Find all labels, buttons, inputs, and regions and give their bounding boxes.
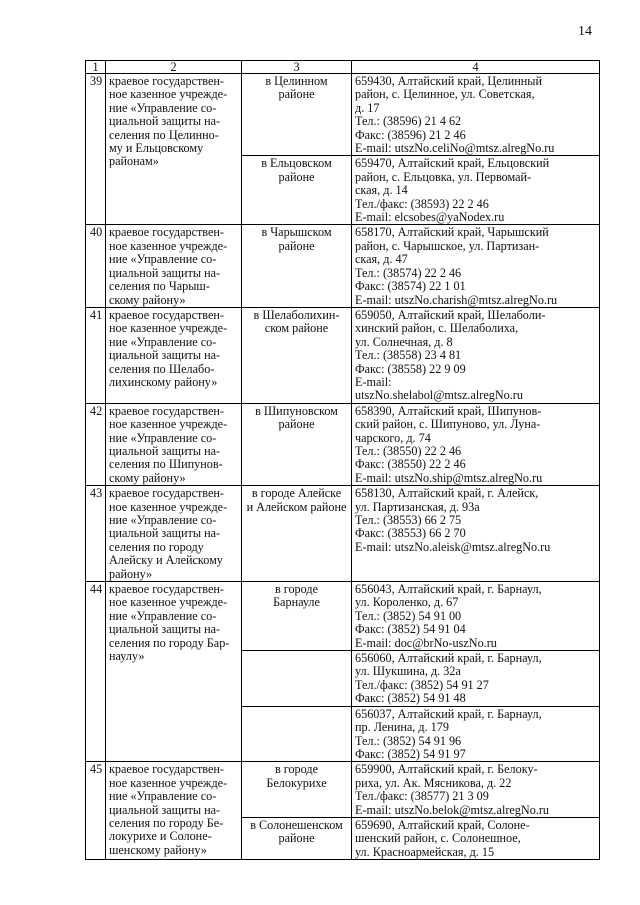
contact-line: Факс: (38574) 22 1 01 bbox=[355, 279, 466, 294]
entry-number: 40 bbox=[86, 225, 106, 307]
contact-line: район, с. Целинное, ул. Советская, bbox=[355, 87, 535, 102]
organization-name-line: району» bbox=[109, 566, 153, 581]
organization-name-line: Алейску и Алейскому bbox=[109, 553, 223, 568]
contact-line: ский район, с. Шипуново, ул. Луна- bbox=[355, 417, 541, 432]
contact-line: хинский район, с. Шелаболиха, bbox=[355, 321, 519, 336]
district-line: в Целинном bbox=[265, 74, 328, 88]
organization-name-line: наулу» bbox=[109, 649, 145, 664]
contact-line: E-mail: bbox=[355, 374, 392, 389]
district-line: районе bbox=[278, 417, 315, 432]
district-cell bbox=[242, 706, 352, 762]
district-line: районе bbox=[278, 169, 315, 184]
contact-line: 656060, Алтайский край, г. Барнаул, bbox=[355, 651, 542, 666]
contact-line: E-mail: elcsobes@yaNodex.ru bbox=[355, 210, 505, 225]
district-line: в Чарышском bbox=[261, 225, 332, 240]
district-line: в Шелаболихин- bbox=[253, 307, 340, 322]
contact-line: E-mail: doc@brNo-uszNo.ru bbox=[355, 635, 497, 650]
contact-line: utszNo.shelabol@mtsz.alregNo.ru bbox=[355, 388, 523, 403]
organization-name-line: шенскому району» bbox=[109, 842, 207, 857]
contact-line: 658170, Алтайский край, Чарышский bbox=[355, 225, 549, 240]
organization-name bbox=[106, 225, 242, 307]
page-number: 14 bbox=[578, 24, 592, 39]
contact-line: Факс: (3852) 54 91 97 bbox=[355, 746, 466, 761]
district-line: в Солонешенском bbox=[250, 817, 343, 832]
district-cell bbox=[242, 651, 352, 707]
contact-cell bbox=[352, 403, 600, 485]
organization-name-line: ние «Управление со- bbox=[109, 100, 217, 115]
table-row bbox=[86, 225, 600, 307]
organization-name-line: ное казенное учрежде- bbox=[109, 775, 228, 790]
district-cell bbox=[242, 74, 352, 156]
contact-line: E-mail: utszNo.celiNo@mtsz.alregNo.ru bbox=[355, 141, 555, 156]
contact-line: д. 17 bbox=[355, 100, 380, 115]
contact-line: ул. Солнечная, д. 8 bbox=[355, 334, 453, 349]
contact-line: Тел./факс: (38593) 22 2 46 bbox=[355, 196, 489, 211]
organization-name-line: краевое государствен- bbox=[109, 762, 224, 777]
organization-name-line: циальной защиты на- bbox=[109, 443, 221, 458]
table-row bbox=[86, 74, 600, 156]
table-header-row bbox=[86, 61, 600, 74]
organization-name-line: ное казенное учрежде- bbox=[109, 595, 228, 610]
contact-cell bbox=[352, 156, 600, 225]
contact-line: ская, д. 47 bbox=[355, 252, 408, 267]
district-line: Барнауле bbox=[273, 595, 320, 610]
district-cell bbox=[242, 582, 352, 651]
organization-name-line: селения по Чарыш- bbox=[109, 279, 210, 294]
district-line: в городе Алейске bbox=[251, 486, 342, 501]
contact-line: 658390, Алтайский край, Шипунов- bbox=[355, 403, 542, 418]
contact-line: E-mail: utszNo.ship@mtsz.alregNo.ru bbox=[355, 470, 543, 485]
organization-name-line: селения по городу Бе- bbox=[109, 815, 224, 830]
contact-cell bbox=[352, 74, 600, 156]
entry-number: 44 bbox=[86, 582, 106, 762]
district-cell bbox=[242, 817, 352, 859]
column-header: 2 bbox=[106, 61, 242, 74]
district-cell bbox=[242, 307, 352, 403]
district-cell bbox=[242, 486, 352, 582]
contact-line: 659900, Алтайский край, г. Белоку- bbox=[355, 762, 538, 777]
organization-name-line: циальной защиты на- bbox=[109, 114, 221, 129]
contact-line: Тел.: (3852) 54 91 96 bbox=[355, 733, 462, 748]
contact-line: Тел.: (38574) 22 2 46 bbox=[355, 265, 462, 280]
contact-line: Тел./факс: (38577) 21 3 09 bbox=[355, 789, 489, 804]
organization-name-line: циальной защиты на- bbox=[109, 265, 221, 280]
contact-line: ул. Шукшина, д. 32а bbox=[355, 664, 461, 679]
contact-line: чарского, д. 74 bbox=[355, 430, 431, 445]
district-line: в городе bbox=[274, 762, 319, 777]
contact-line: Факс: (38550) 22 2 46 bbox=[355, 457, 466, 472]
organization-name bbox=[106, 403, 242, 485]
contact-line: район, с. Чарышское, ул. Партизан- bbox=[355, 238, 540, 253]
organization-name-line: ное казенное учрежде- bbox=[109, 417, 228, 432]
organization-name-line: районам» bbox=[109, 154, 159, 169]
entry-number: 42 bbox=[86, 403, 106, 485]
contact-line: Факс: (3852) 54 91 04 bbox=[355, 622, 466, 637]
contact-line: 659690, Алтайский край, Солоне- bbox=[355, 817, 530, 832]
organization-name-line: краевое государствен- bbox=[109, 225, 224, 240]
district-line: в городе bbox=[274, 582, 319, 597]
contact-line: Тел.: (38558) 23 4 81 bbox=[355, 348, 462, 363]
contact-line: ул. Партизанская, д. 93а bbox=[355, 499, 480, 514]
organization-name-line: ное казенное учрежде- bbox=[109, 321, 228, 336]
district-cell bbox=[242, 156, 352, 225]
contact-line: Тел.: (3852) 54 91 00 bbox=[355, 608, 462, 623]
organization-name-line: ние «Управление со- bbox=[109, 608, 217, 623]
organization-name-line: ное казенное учрежде- bbox=[109, 238, 228, 253]
organization-name-line: селения по Целинно- bbox=[109, 127, 219, 142]
contact-line: 656037, Алтайский край, г. Барнаул, bbox=[355, 706, 542, 721]
contact-line: пр. Ленина, д. 179 bbox=[355, 720, 449, 735]
contact-line: E-mail: utszNo.charish@mtsz.alregNo.ru bbox=[355, 292, 558, 307]
contact-cell bbox=[352, 307, 600, 403]
organization-name-line: локурихе и Солоне- bbox=[109, 829, 212, 844]
contact-line: Факс: (38596) 21 2 46 bbox=[355, 127, 466, 142]
organization-name-line: ние «Управление со- bbox=[109, 252, 217, 267]
organization-name-line: циальной защиты на- bbox=[109, 526, 221, 541]
organization-name-line: ние «Управление со- bbox=[109, 334, 217, 349]
entry-number: 39 bbox=[86, 74, 106, 225]
table-row bbox=[86, 403, 600, 485]
district-cell bbox=[242, 403, 352, 485]
organization-name bbox=[106, 582, 242, 762]
organization-name-line: циальной защиты на- bbox=[109, 348, 221, 363]
organization-name-line: селения по Шелабо- bbox=[109, 361, 215, 376]
district-line: в Ельцовском bbox=[261, 156, 332, 171]
column-header: 1 bbox=[86, 61, 106, 74]
contact-cell bbox=[352, 651, 600, 707]
organization-name-line: краевое государствен- bbox=[109, 74, 224, 88]
contact-line: ул. Короленко, д. 67 bbox=[355, 595, 459, 610]
organization-name-line: му и Ельцовскому bbox=[109, 141, 204, 156]
organization-name-line: краевое государствен- bbox=[109, 486, 224, 501]
organization-name bbox=[106, 307, 242, 403]
organization-name-line: ное казенное учрежде- bbox=[109, 499, 228, 514]
contact-line: Факс: (38553) 66 2 70 bbox=[355, 526, 466, 541]
contact-line: Факс: (3852) 54 91 48 bbox=[355, 691, 466, 706]
organization-name-line: селения по городу Бар- bbox=[109, 635, 230, 650]
contact-line: риха, ул. Ак. Мясникова, д. 22 bbox=[355, 775, 512, 790]
table-row bbox=[86, 307, 600, 403]
contact-line: ул. Красноармейская, д. 15 bbox=[355, 844, 495, 859]
entry-number: 41 bbox=[86, 307, 106, 403]
organization-name-line: циальной защиты на- bbox=[109, 622, 221, 637]
district-line: ском районе bbox=[264, 321, 329, 336]
organization-name-line: краевое государствен- bbox=[109, 307, 224, 322]
district-line: районе bbox=[278, 87, 315, 102]
entry-number: 43 bbox=[86, 486, 106, 582]
contact-line: ская, д. 14 bbox=[355, 183, 408, 198]
contact-line: Тел.: (38550) 22 2 46 bbox=[355, 443, 462, 458]
organization-name-line: краевое государствен- bbox=[109, 582, 224, 597]
organization-name-line: ние «Управление со- bbox=[109, 513, 217, 527]
district-line: районе bbox=[278, 831, 315, 846]
contact-cell bbox=[352, 706, 600, 762]
contact-line: Тел./факс: (3852) 54 91 27 bbox=[355, 677, 489, 692]
organization-name-line: циальной защиты на- bbox=[109, 802, 221, 817]
contact-line: Факс: (38558) 22 9 09 bbox=[355, 361, 466, 376]
district-line: и Алейском районе bbox=[246, 499, 347, 514]
contact-line: E-mail: utszNo.belok@mtsz.alregNo.ru bbox=[355, 802, 549, 817]
organization-name-line: лихинскому району» bbox=[109, 374, 218, 389]
column-header: 4 bbox=[352, 61, 600, 74]
table-row bbox=[86, 486, 600, 582]
organization-name-line: селения по Шипунов- bbox=[109, 457, 223, 472]
organization-name-line: скому району» bbox=[109, 292, 186, 307]
contact-cell bbox=[352, 582, 600, 651]
contact-line: 656043, Алтайский край, г. Барнаул, bbox=[355, 582, 542, 597]
organization-name-line: селения по городу bbox=[109, 539, 204, 554]
contact-line: район, с. Ельцовка, ул. Первомай- bbox=[355, 169, 532, 184]
organization-name-line: скому району» bbox=[109, 470, 186, 485]
contact-line: 658130, Алтайский край, г. Алейск, bbox=[355, 486, 539, 501]
institutions-table bbox=[85, 60, 600, 860]
contact-cell bbox=[352, 817, 600, 859]
contact-line: шенский район, с. Солонешное, bbox=[355, 831, 521, 846]
organization-name bbox=[106, 762, 242, 860]
organization-name-line: ное казенное учрежде- bbox=[109, 87, 228, 102]
district-line: районе bbox=[278, 238, 315, 253]
entry-number: 45 bbox=[86, 762, 106, 860]
contact-line: E-mail: utszNo.aleisk@mtsz.alregNo.ru bbox=[355, 539, 551, 554]
district-cell bbox=[242, 762, 352, 818]
district-cell bbox=[242, 225, 352, 307]
contact-cell bbox=[352, 225, 600, 307]
table-row bbox=[86, 762, 600, 818]
contact-line: Тел.: (38553) 66 2 75 bbox=[355, 513, 462, 527]
contact-line: 659430, Алтайский край, Целинный bbox=[355, 74, 542, 88]
contact-cell bbox=[352, 762, 600, 818]
contact-line: 659050, Алтайский край, Шелаболи- bbox=[355, 307, 546, 322]
contact-line: Тел.: (38596) 21 4 62 bbox=[355, 114, 462, 129]
organization-name-line: ние «Управление со- bbox=[109, 789, 217, 804]
contact-cell bbox=[352, 486, 600, 582]
district-line: Белокурихе bbox=[266, 775, 327, 790]
organization-name bbox=[106, 486, 242, 582]
column-header: 3 bbox=[242, 61, 352, 74]
organization-name-line: краевое государствен- bbox=[109, 403, 224, 418]
organization-name-line: ние «Управление со- bbox=[109, 430, 217, 445]
organization-name bbox=[106, 74, 242, 225]
district-line: в Шипуновском bbox=[255, 403, 338, 418]
table-row bbox=[86, 582, 600, 651]
contact-line: 659470, Алтайский край, Ельцовский bbox=[355, 156, 550, 171]
